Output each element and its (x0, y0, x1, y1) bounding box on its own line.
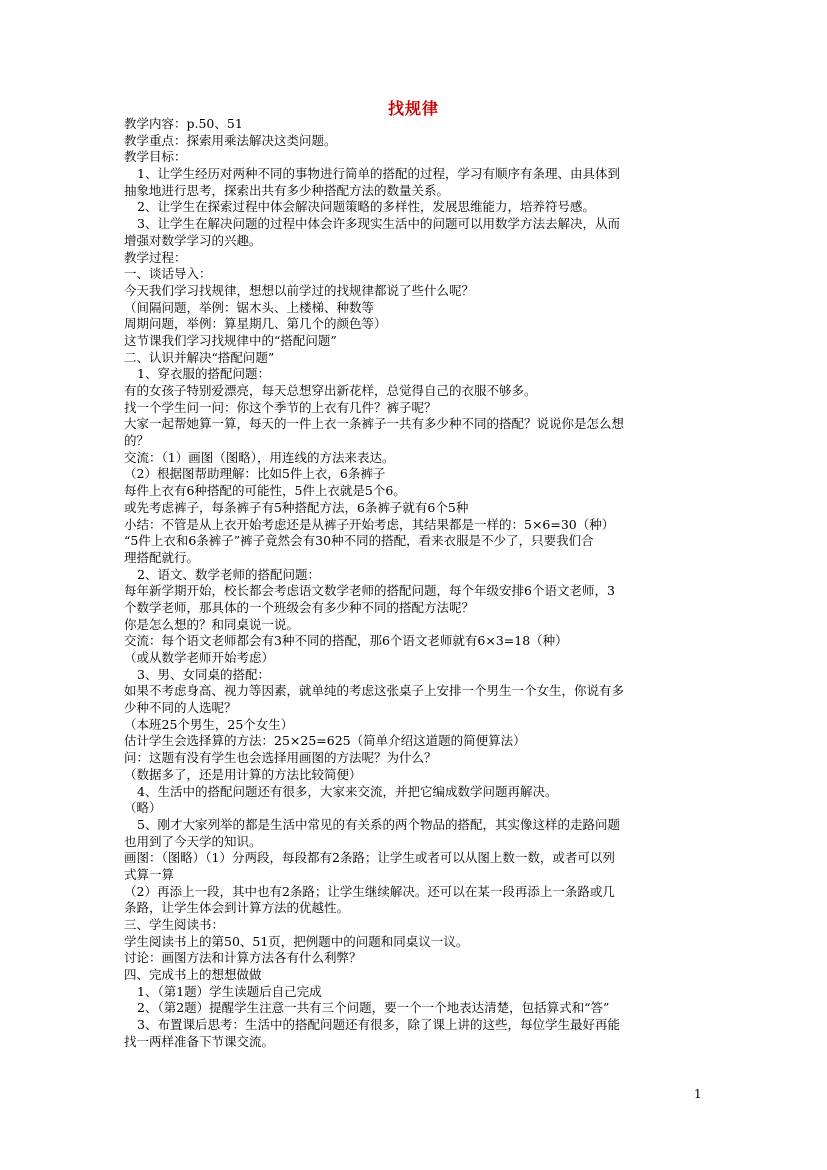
text-line: 今天我们学习找规律，想想以前学过的找规律都说了些什么呢？ (124, 282, 475, 298)
text-line: 如果不考虑身高、视力等因素，就单纯的考虑这张桌子上安排一个男生一个女生，你说有多 (124, 683, 625, 699)
text-line: 每年新学期开始，校长都会考虑语文数学老师的搭配问题，每个年级安排6个语文老师，3 (124, 583, 615, 599)
text-line: 条路，让学生体会到计算方法的优越性。 (124, 900, 350, 916)
text-line: 也用到了今天学的知识。 (124, 833, 262, 849)
text-line: （2）再添上一段，其中也有2条路；让学生继续解决。还可以在某一段再添上一条路或几 (124, 883, 615, 899)
text-line: 小结：不管是从上衣开始考虑还是从裤子开始考虑，其结果都是一样的：5×6=30（种） (124, 516, 615, 532)
text-line: 交流：每个语文老师都会有3种不同的搭配，那6个语文老师就有6×3=18（种） (124, 633, 568, 649)
text-line: 3、让学生在解决问题的过程中体会许多现实生活中的问题可以用数学方法去解决，从而 (137, 216, 620, 232)
text-line: 少种不同的人选呢？ (124, 700, 237, 716)
text-line: 交流：（1）画图（图略），用连线的方法来表达。 (124, 449, 395, 465)
text-line: 大家一起帮她算一算，每天的一件上衣一条裤子一共有多少种不同的搭配？说说你是怎么想 (124, 416, 625, 432)
document-body (124, 116, 704, 1051)
text-line: 学生阅读书上的第50、51页，把例题中的问题和同桌议一议。 (124, 933, 469, 949)
text-line: “5件上衣和6条裤子”裤子竟然会有30种不同的搭配，看来衣服是不少了，只要我们合 (124, 533, 594, 549)
text-line: 四、完成书上的想想做做 (124, 967, 262, 983)
text-line: 教学目标： (124, 149, 187, 165)
text-line: 增强对数学学习的兴趣。 (124, 232, 262, 248)
text-line: 2、语文、数学老师的搭配问题： (137, 566, 320, 582)
text-line: 估计学生会选择算的方法：25×25=625（简单介绍这道题的简便算法） (124, 733, 526, 749)
text-line: （2）根据图帮助理解：比如5件上衣，6条裤子 (124, 466, 386, 482)
text-line: 3、男、女同桌的搭配： (137, 666, 270, 682)
text-line: 讨论：画图方法和计算方法各有什么利弊？ (124, 950, 362, 966)
text-line: 的？ (124, 433, 150, 449)
text-line: 有的女孩子特别爱漂亮，每天总想穿出新花样，总觉得自己的衣服不够多。 (124, 383, 537, 398)
text-line: 问：这题有没有学生也会选择用画图的方法呢？为什么？ (124, 750, 437, 766)
text-line: 5、刚才大家列举的都是生活中常见的有关系的两个物品的搭配，其实像这样的走路问题 (137, 816, 620, 832)
text-line: （本班25个男生，25个女生） (124, 716, 294, 732)
text-line: 教学过程： (124, 249, 187, 265)
text-line: 1、（第1题）学生读题后自己完成 (137, 983, 322, 999)
text-line: 个数学老师，那具体的一个班级会有多少种不同的搭配方法呢？ (124, 599, 475, 615)
text-line: 找一个学生问一问：你这个季节的上衣有几件？裤子呢？ (124, 399, 437, 415)
text-line: 3、布置课后思考：生活中的搭配问题还有很多，除了课上讲的这些，每位学生最好再能 (137, 1017, 620, 1033)
text-line: 2、（第2题）提醒学生注意一共有三个问题，要一个一个地表达清楚，包括算式和“答” (137, 1000, 610, 1016)
text-line: 画图：（图略）（1）分两段，每段都有2条路；让学生或者可以从图上数一数，或者可以列 (124, 850, 615, 866)
text-line: 每件上衣有6种搭配的可能性，5件上衣就是5个6。 (124, 483, 406, 499)
text-line: 4、生活中的搭配问题还有很多，大家来交流，并把它编成数学问题再解决。 (137, 783, 558, 799)
text-line: （或从数学老师开始考虑） (124, 650, 275, 665)
text-line: 或先考虑裤子，每条裤子有5种搭配方法，6条裤子就有6个5种 (124, 499, 469, 515)
text-line: 抽象地进行思考，探索出共有多少种搭配方法的数量关系。 (124, 182, 450, 198)
text-line: 周期问题，举例：算星期几、第几个的颜色等） (124, 316, 387, 332)
text-line: 找一两样准备下节课交流。 (124, 1033, 275, 1049)
page-number: 1 (694, 1087, 702, 1101)
text-line: 式算一算 (124, 866, 175, 882)
text-line: 二、认识并解决“搭配问题” (124, 349, 275, 365)
text-line: 三、学生阅读书： (124, 917, 225, 932)
text-line: （略） (124, 800, 162, 816)
text-line: 这节课我们学习找规律中的“搭配问题” (124, 332, 337, 348)
text-line: 教学内容：p.50、51 (124, 116, 243, 131)
text-line: 1、穿衣服的搭配问题： (137, 366, 270, 382)
text-line: （间隔问题，举例：锯木头、上楼梯、种数等 (124, 299, 375, 315)
text-line: （数据多了，还是用计算的方法比较简便） (124, 766, 362, 782)
text-line: 教学重点：探索用乘法解决这类问题。 (124, 132, 337, 148)
text-line: 你是怎么想的？和同桌说一说。 (124, 616, 300, 632)
page-title: 找规律 (387, 99, 439, 118)
text-line: 理搭配就行。 (124, 549, 200, 565)
text-line: 1、让学生经历对两种不同的事物进行简单的搭配的过程，学习有顺序有条理、由具体到 (137, 166, 620, 182)
text-line: 2、让学生在探索过程中体会解决问题策略的多样性，发展思维能力，培养符号感。 (137, 199, 595, 215)
text-line: 一、谈话导入： (124, 266, 212, 282)
